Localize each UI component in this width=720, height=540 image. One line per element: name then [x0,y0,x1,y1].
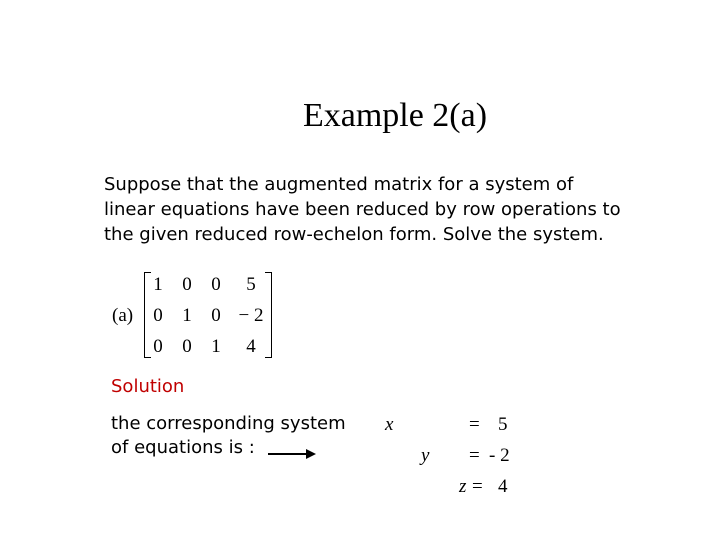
matrix-cell: 0 [211,305,221,326]
equation-3-value: 4 [498,476,508,497]
solution-heading: Solution [111,376,185,397]
matrix-cell: 0 [182,336,192,357]
matrix-cell: 1 [211,336,221,357]
matrix-cell: 0 [211,274,221,295]
equation-1-variable: x [385,414,394,435]
matrix-cell: 4 [246,336,256,357]
matrix-cell: 0 [182,274,192,295]
equation-2-value: - 2 [489,445,510,466]
intro-line: linear equations have been reduced by row operations to [104,199,621,220]
matrix-cell: 0 [153,336,163,357]
equation-3-variable: z [459,476,467,497]
equation-2-variable: y [421,445,430,466]
arrow-right-icon [268,448,316,460]
solution-text [111,412,371,460]
solution-line: the corresponding system [111,413,346,434]
solution-line: of equations is : [111,437,255,458]
matrix-cell: − 2 [238,305,264,326]
intro-line: the given reduced row-echelon form. Solve the system. [104,224,604,245]
intro-line: Suppose that the augmented matrix for a system of [104,174,574,195]
problem-statement [104,172,644,247]
slide-title: Example 2(a) [302,97,488,134]
equation-2-equals: = [469,445,480,466]
matrix-cell: 1 [182,305,192,326]
matrix-label: (a) [112,305,134,326]
equation-1-equals: = [469,414,480,435]
equation-1-value: 5 [498,414,508,435]
matrix-cell: 0 [153,305,163,326]
matrix-cell: 5 [246,274,256,295]
matrix-cell: 1 [153,274,163,295]
equation-3-equals: = [472,476,483,497]
